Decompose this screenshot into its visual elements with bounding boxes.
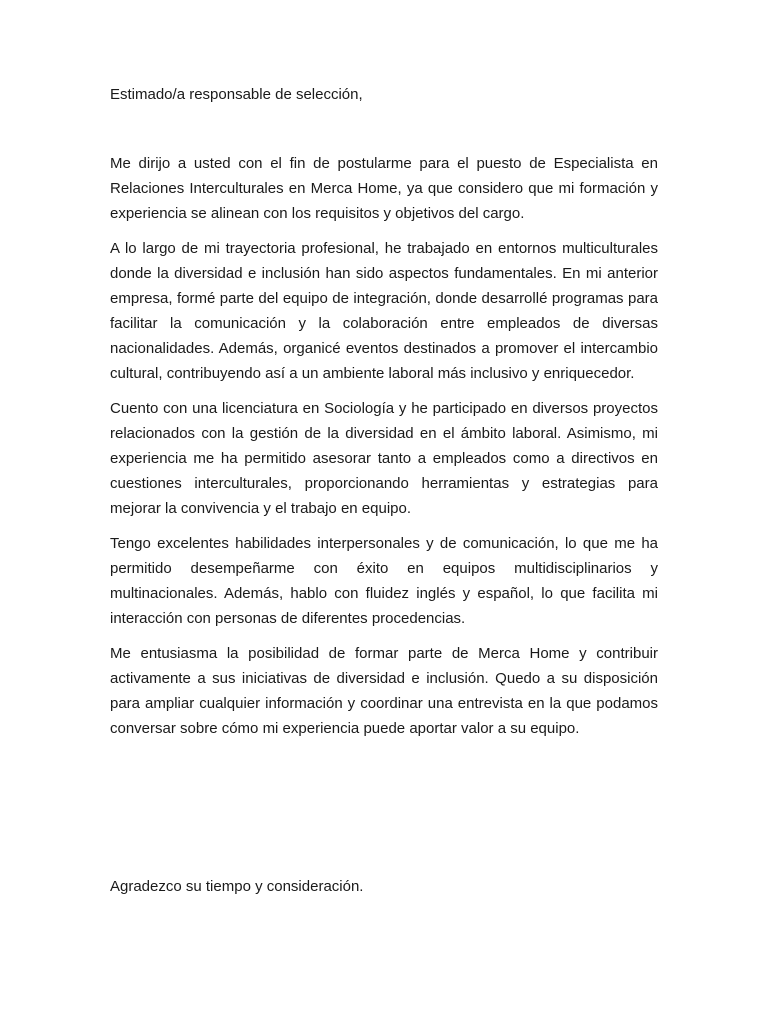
letter-paragraph: Me dirijo a usted con el fin de postularme para el puesto de Especialista en Relaciones Interculturales en Merca Home, ya que considero que mi formación y experiencia se alinean con los requisitos y objetivos del cargo.	[110, 155, 658, 222]
letter-paragraph: A lo largo de mi trayectoria profesional, he trabajado en entornos multiculturales donde la diversidad e inclusión han sido aspectos fundamentales. En mi anterior empresa, formé parte del equipo de integración, donde desarrollé programas para facilitar la comunicación y la colaboración entre empleados de diversas nacionalidades. Además, organicé eventos destinados a promover el intercambio cultural, contribuyendo así a un ambiente laboral más inclusivo y enriquecedor.	[110, 240, 658, 382]
letter-paragraph: Me entusiasma la posibilidad de formar parte de Merca Home y contribuir activamente a sus iniciativas de diversidad e inclusión. Quedo a su disposición para ampliar cualquier información y coordinar una entrevista en la que podamos conversar sobre cómo mi experiencia puede aportar valor a su equipo.	[110, 645, 658, 737]
letter-body	[110, 151, 658, 751]
letter-paragraph: Cuento con una licenciatura en Sociología y he participado en diversos proyectos relacionados con la gestión de la diversidad en el ámbito laboral. Asimismo, mi experiencia me ha permitido asesorar tanto a empleados como a directivos en cuestiones interculturales, proporcionando herramientas y estrategias para mejorar la convivencia y el trabajo en equipo.	[110, 400, 658, 517]
letter-greeting: Estimado/a responsable de selección,	[110, 86, 363, 103]
letter-closing: Agradezco su tiempo y consideración.	[110, 878, 364, 895]
letter-paragraph: Tengo excelentes habilidades interpersonales y de comunicación, lo que me ha permitido desempeñarme con éxito en equipos multidisciplinarios y multinacionales. Además, hablo con fluidez inglés y español, lo que facilita mi interacción con personas de diferentes procedencias.	[110, 535, 658, 627]
